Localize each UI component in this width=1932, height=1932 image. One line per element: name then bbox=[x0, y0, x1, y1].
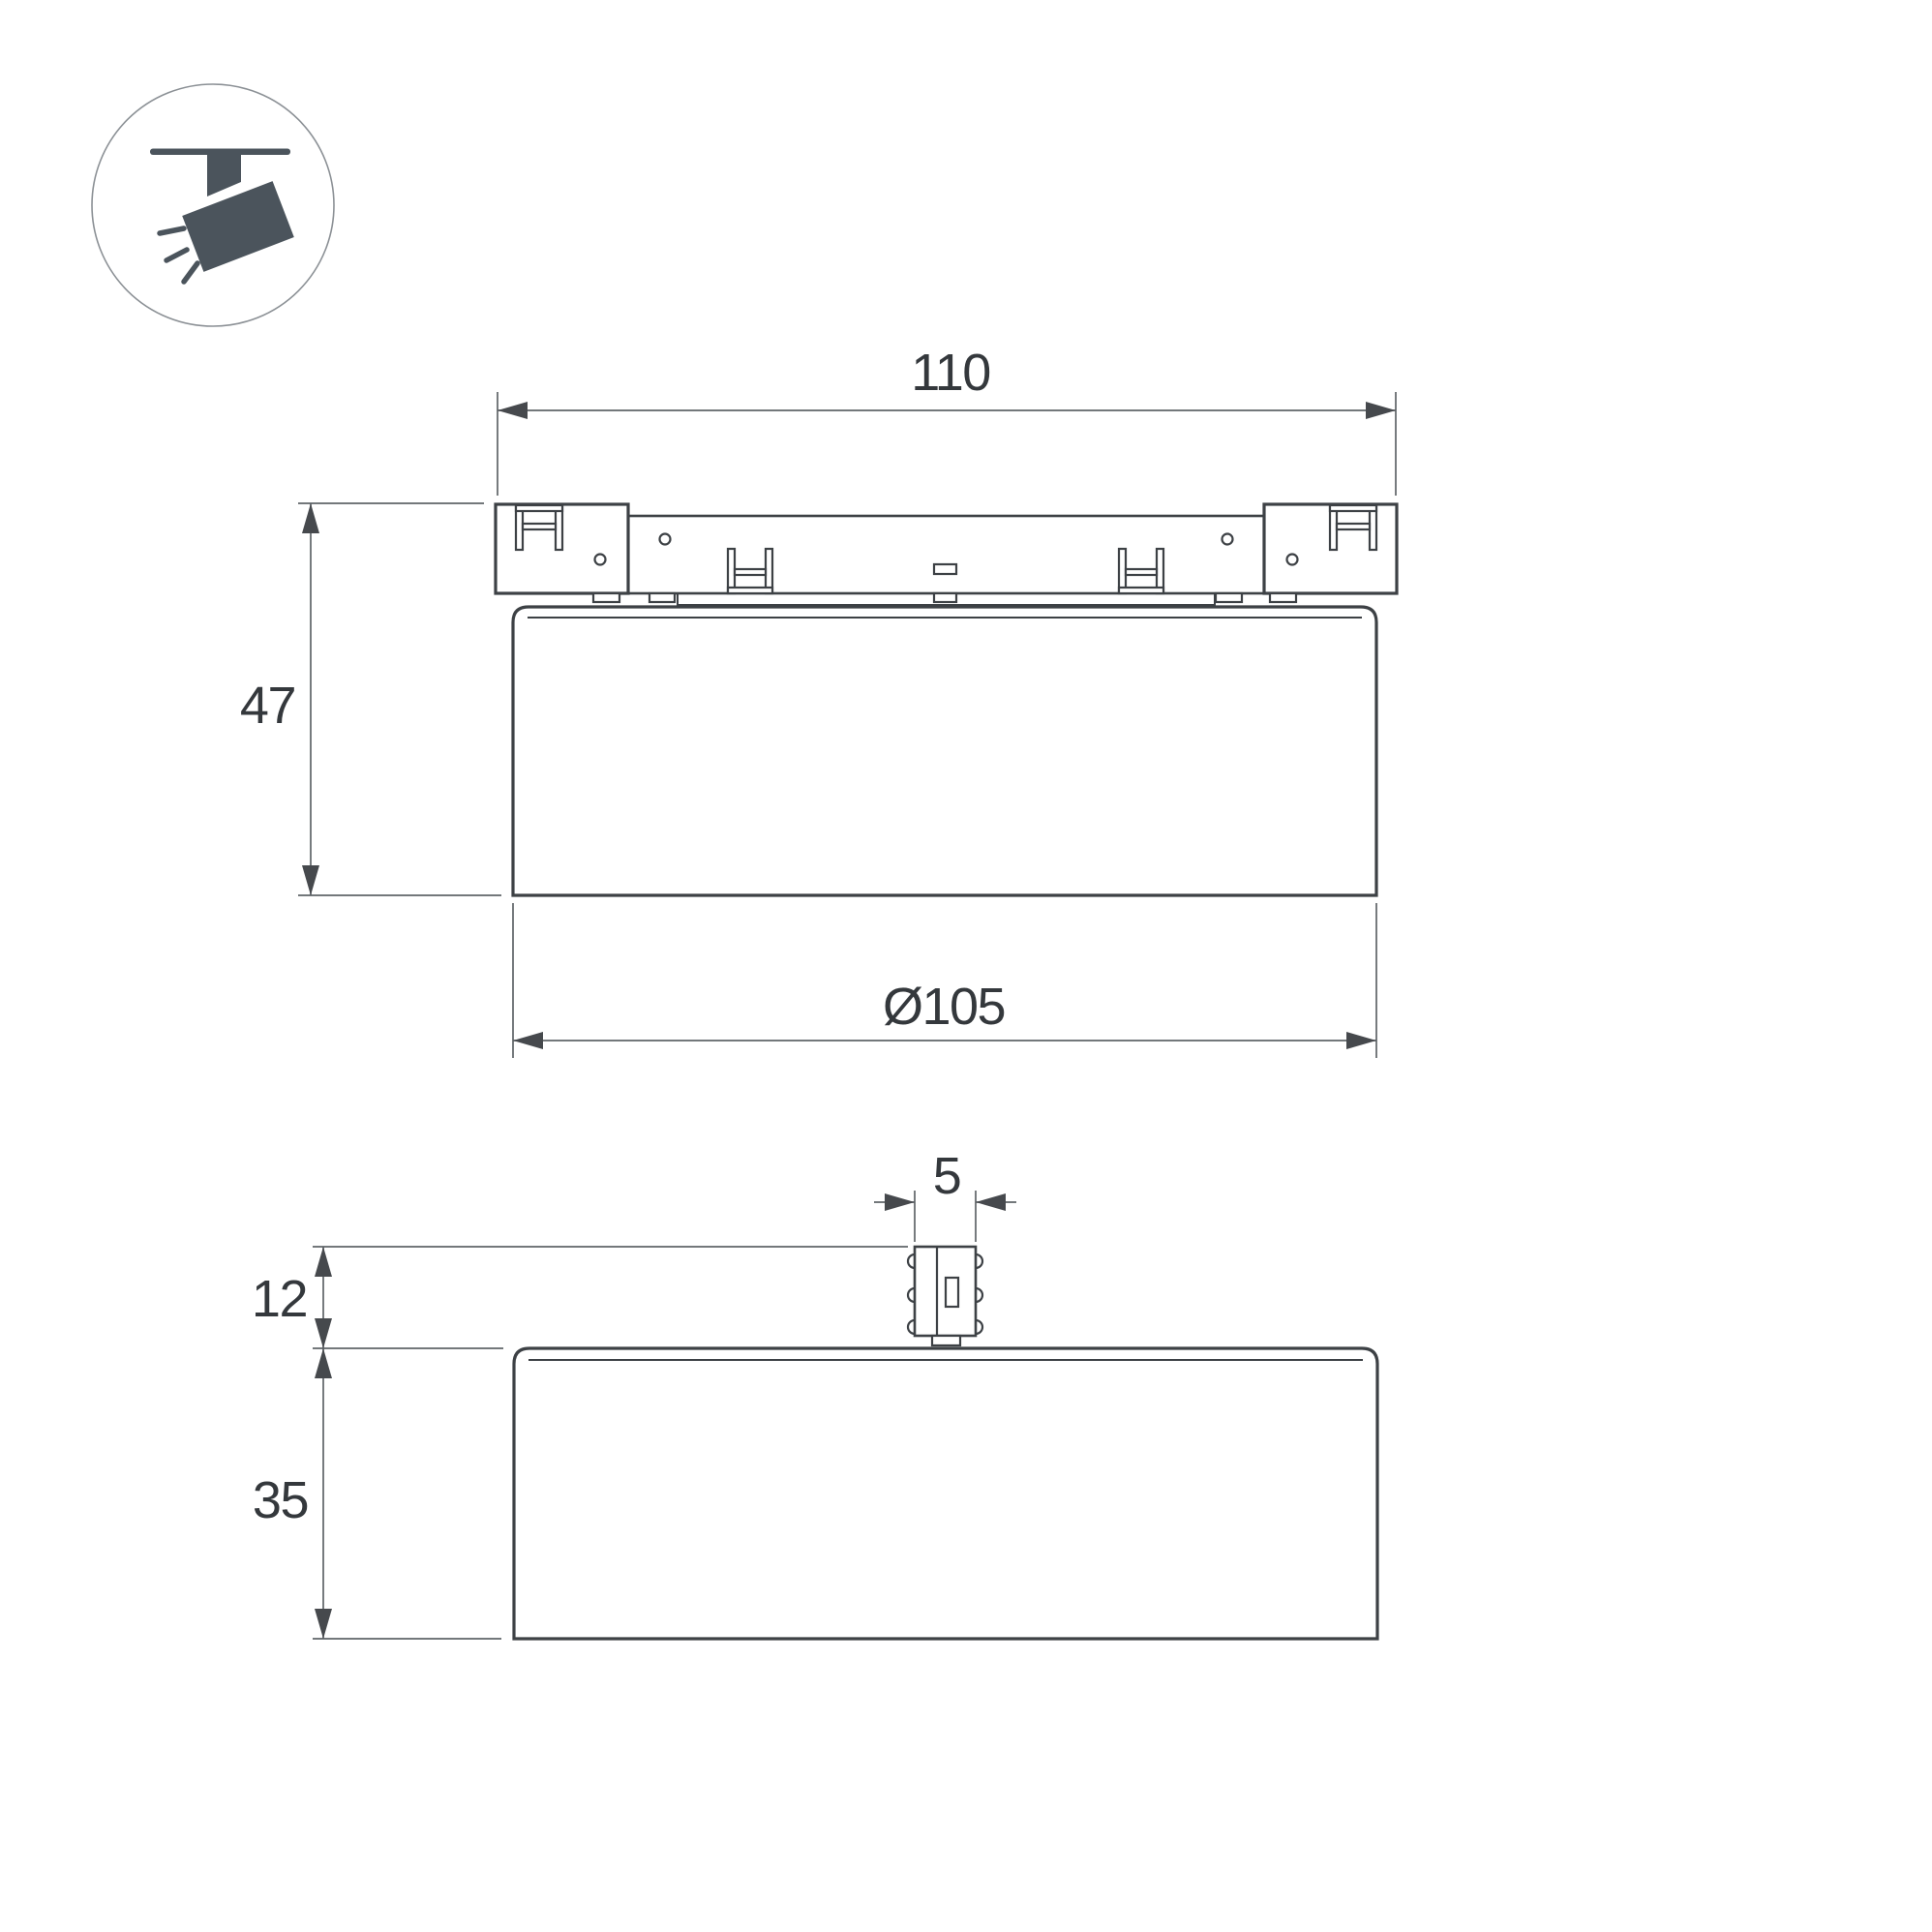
arrow-up-icon bbox=[315, 1348, 332, 1378]
dim-12 bbox=[252, 1247, 908, 1348]
dim-35 bbox=[253, 1348, 501, 1639]
arrow-left-icon bbox=[976, 1193, 1006, 1211]
arrow-down-icon bbox=[315, 1609, 332, 1639]
dim-label-body-diameter: Ø105 bbox=[882, 978, 1006, 1036]
dim-label-connector-height: 12 bbox=[251, 1270, 307, 1328]
dim-110 bbox=[498, 344, 1396, 496]
dim-label-connector-width: 5 bbox=[932, 1147, 961, 1205]
adapter-middle-section bbox=[628, 516, 1264, 593]
arrow-left-icon bbox=[498, 402, 528, 419]
center-tab bbox=[934, 593, 956, 602]
middle-hole-right bbox=[1223, 534, 1233, 545]
arrow-up-icon bbox=[302, 503, 319, 533]
lamp-body-top-view bbox=[513, 607, 1376, 895]
track-spotlight-icon bbox=[92, 84, 334, 326]
adapter-tab bbox=[1270, 593, 1296, 602]
adapter-tab bbox=[649, 593, 675, 602]
center-contact bbox=[934, 564, 956, 574]
adapter-tab bbox=[1216, 593, 1242, 602]
lamp-body-bottom-view bbox=[514, 1348, 1377, 1639]
left-endbox-hole bbox=[595, 555, 606, 565]
dim-label-body-height: 35 bbox=[252, 1471, 308, 1529]
top-view bbox=[240, 344, 1397, 1058]
arrow-down-icon bbox=[302, 865, 319, 895]
dim-label-top-width: 110 bbox=[911, 344, 990, 402]
connector-slot bbox=[946, 1278, 958, 1307]
arrow-right-icon bbox=[1366, 402, 1396, 419]
middle-hole-left bbox=[660, 534, 671, 545]
connector-tab bbox=[932, 1336, 960, 1345]
adapter-tab bbox=[593, 593, 619, 602]
bottom-view bbox=[252, 1147, 1377, 1639]
dim-47 bbox=[240, 503, 501, 895]
arrow-up-icon bbox=[315, 1247, 332, 1277]
arrow-down-icon bbox=[315, 1318, 332, 1348]
dim-5 bbox=[874, 1147, 1016, 1242]
dim-105 bbox=[513, 903, 1376, 1058]
arrow-right-icon bbox=[885, 1193, 915, 1211]
right-endbox-hole bbox=[1287, 555, 1298, 565]
arrow-left-icon bbox=[513, 1032, 543, 1049]
arrow-right-icon bbox=[1346, 1032, 1376, 1049]
dim-label-top-height: 47 bbox=[239, 677, 295, 735]
